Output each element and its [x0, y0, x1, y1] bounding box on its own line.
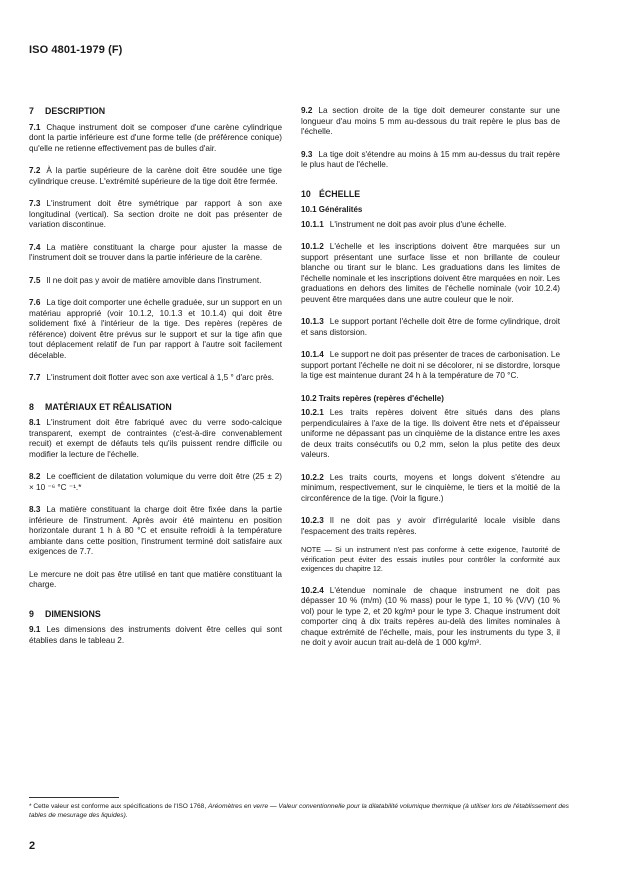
- page-number: 2: [29, 840, 36, 852]
- section-heading-7: 7 DESCRIPTION: [29, 106, 106, 116]
- paragraph-8-2: 8.2 Le coefficient de dilatation volumique du verre doit être (25 ± 2) × 10 ⁻⁶ °C ⁻¹.*: [29, 472, 282, 492]
- paragraph-10-2-1: 10.2.1 Les traits repères doivent être situés dans des plans perpendiculaires à l'axe de la tige. Ils doivent être nets et d'épaisseur uniforme ne dépassant pas un cinquième de la distance entre les axes de deux traits consécutifs ou 0,2 mm, selon la plus petite des deux valeurs.: [301, 408, 560, 459]
- right-column: [301, 106, 560, 661]
- paragraph-8-1: 8.1 L'instrument doit être fabriqué avec du verre sodo-calcique transparent, exempt de contraintes (c'est-à-dire convenablement recuit) et exempt de défauts tels qu'ils puissent rendre difficile ou modifier la lecture de l'échelle.: [29, 418, 282, 459]
- paragraph-7-7: 7.7 L'instrument doit flotter avec son axe vertical à 1,5 ° d'arc près.: [29, 373, 274, 382]
- subsection-heading-10-2: 10.2 Traits repères (repères d'échelle): [301, 393, 444, 403]
- paragraph-7-5: 7.5 Il ne doit pas y avoir de matière amovible dans l'instrument.: [29, 275, 262, 285]
- footnote: * Cette valeur est conforme aux spécifications de l'ISO 1768, Aréomètres en verre — Valeur conventionnelle pour la dilatabilité volumique thermique (à utiliser lors de l'établissement des tables de mesurage des liquides).: [29, 803, 569, 819]
- paragraph-9-1: 9.1 Les dimensions des instruments doivent être celles qui sont établies dans le tableau 2.: [29, 625, 282, 645]
- document-header: ISO 4801-1979 (F): [29, 44, 123, 56]
- paragraph-7-3: 7.3 L'instrument doit être symétrique par rapport à son axe longitudinal (vertical). Sa section droite ne doit pas présenter de variation discontinue.: [29, 199, 282, 229]
- paragraph-10-2-2: 10.2.2 Les traits courts, moyens et longs doivent s'étendre au minimum, respectivement, sur le cinquième, le tiers et la moitié de la circonférence de la tige. (Voir la figure.): [301, 472, 560, 503]
- note-10-2-3: NOTE — Si un instrument n'est pas conforme à cette exigence, l'autorité de vérification peut éviter des essais inutiles pour contrôler la conformité aux exigences du chapitre 12.: [301, 545, 560, 573]
- section-heading-9: 9 DIMENSIONS: [29, 608, 101, 619]
- paragraph-10-1-2: 10.1.2 L'échelle et les inscriptions doivent être marquées sur un support présentant une surface lisse et non brillante de couleur blanche ou tirant sur le blanc. Les graduations dans les limites de l'échelle nominale et les inscriptions doivent être marquées en noir. Les graduations en dehors des limites de l'échelle nominale (voir 10.2.4) peuvent être marquées dans une autre couleur que le noir.: [301, 242, 560, 304]
- paragraph-7-2: 7.2 À la partie supérieure de la carène doit être soudée une tige cylindrique creuse. L'extrémité supérieure de la tige doit être fermée.: [29, 166, 282, 186]
- paragraph-10-2-4: 10.2.4 L'étendue nominale de chaque instrument ne doit pas dépasser 10 % (m/m) (10 % mass) pour le type 1, 10 % (V/V) (10 % vol) pour le type 2, et 20 kg/m³ pour le type 3. Chaque instrument doit comporter cinq à dix traits repères au-delà des limites nominales à chaque extrémité de l'échelle, mais, pour les instruments du type 3, il ne doit y avoir aucun trait au-delà de 1 000 kg/m³.: [301, 585, 560, 647]
- left-column: [29, 106, 282, 658]
- paragraph-7-4: 7.4 La matière constituant la charge pour ajuster la masse de l'instrument doit se trouver dans la partie inférieure de la carène.: [29, 242, 282, 262]
- paragraph-10-2-3: 10.2.3 Il ne doit pas y avoir d'irrégularité locale visible dans l'espacement des traits repères.: [301, 516, 560, 536]
- footnote-divider: [29, 797, 119, 798]
- paragraph-10-1-3: 10.1.3 Le support portant l'échelle doit être de forme cylindrique, droit et sans distorsion.: [301, 317, 560, 337]
- paragraph-9-3: 9.3 La tige doit s'étendre au moins à 15 mm au-dessus du trait repère le plus haut de l'échelle.: [301, 149, 560, 169]
- paragraph-10-1-1: 10.1.1 L'instrument ne doit pas avoir plus d'une échelle.: [301, 219, 507, 229]
- section-heading-8: 8 MATÉRIAUX ET RÉALISATION: [29, 401, 172, 412]
- subsection-heading-10-1: 10.1 Généralités: [301, 205, 363, 214]
- paragraph-7-1: 7.1 Chaque instrument doit se composer d'une carène cylindrique dont la partie inférieure est d'une forme telle (de préférence conique) qu'elle ne retienne effectivement pas de bulles d'air.: [29, 122, 282, 153]
- paragraph-9-2: 9.2 La section droite de la tige doit demeurer constante sur une longueur d'au moins 5 mm au-dessous du trait repère le plus bas de l'échelle.: [301, 106, 560, 136]
- paragraph-8-3-mercury: Le mercure ne doit pas être utilisé en tant que matière constituant la charge.: [29, 569, 282, 589]
- section-heading-10: 10 ÉCHELLE: [301, 188, 361, 199]
- paragraph-7-6: 7.6 La tige doit comporter une échelle graduée, sur un support en un matériau approprié (voir 10.1.2, 10.1.3 et 10.1.4) qui doit être solidement fixé à l'intérieur de la tige. Des repères (repères de référence) doivent être prévus sur le support et sur la tige afin que tout déplacement relatif de l'un par rapport à l'autre soit facilement décelable.: [29, 298, 282, 360]
- paragraph-8-3: 8.3 La matière constituant la charge doit être fixée dans la partie inférieure de l'instrument. Après avoir été maintenu en position horizontale durant 1 h à 80 °C et ensuite refroidi à la température ambiante dans cette position, l'instrument terminé doit satisfaire aux exigences de 7.7.: [29, 505, 282, 556]
- paragraph-10-1-4: 10.1.4 Le support ne doit pas présenter de traces de carbonisation. Le support portant l'échelle ne doit ni se décolorer, ni se distordre, lorsque la tige est maintenue durant 24 h à la température de 70 °C.: [301, 350, 560, 380]
